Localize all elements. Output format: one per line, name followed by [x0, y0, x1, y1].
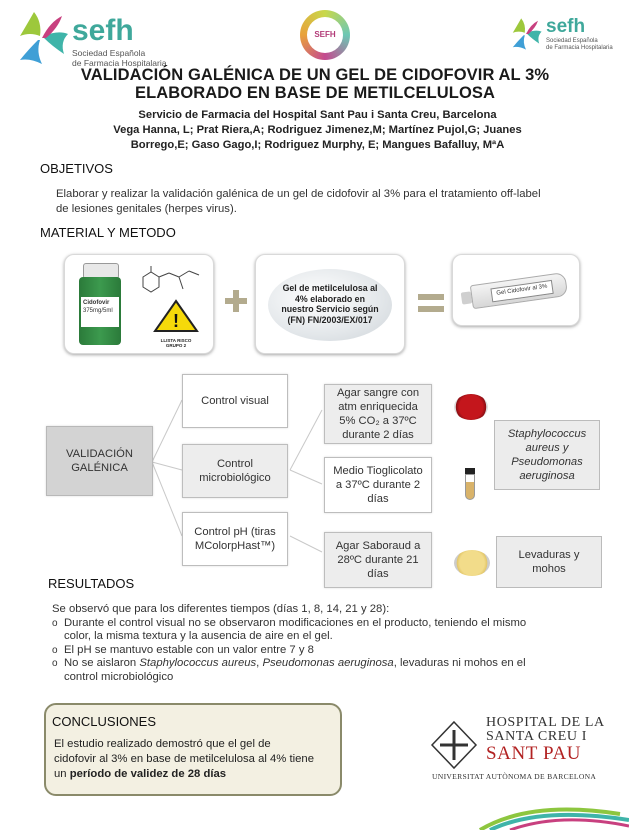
conclusiones-text [54, 737, 338, 782]
resultado-3-line2: control microbiológico [64, 670, 174, 683]
resultado-3-post: , levaduras ni mohos en el [393, 657, 526, 670]
objetivos-text [56, 187, 596, 217]
sefh-cross-icon [508, 14, 544, 54]
objetivos-line2: de lesiones genitales (herpes virus). [56, 203, 237, 215]
objetivos-heading: OBJETIVOS [40, 161, 113, 176]
resultado-1-line1: o Durante el control visual no se observaron modificaciones en el producto, teniendo el mismo [64, 616, 527, 629]
conclusiones-line3-pre: un [54, 768, 70, 780]
tio-line3: días [367, 493, 389, 505]
title-line1: VALIDACIÓN GALÉNICA DE UN GEL DE CIDOFOVIR AL 3% [80, 66, 550, 84]
equals-icon [418, 294, 444, 312]
agar-line3: 5% CO₂ a 37ºC [339, 415, 417, 427]
institution: Servicio de Farmacia del Hospital Sant Pau i Santa Creu, Barcelona [138, 109, 497, 121]
bottle-dose: 375mg/5ml [83, 308, 113, 314]
blood-agar-plate-icon [454, 394, 488, 420]
saboraud-plate-icon [454, 550, 490, 576]
bact-line4: aeruginosa [519, 470, 575, 482]
root-line2: GALÉNICA [71, 462, 128, 474]
conclusiones-line3 [54, 767, 338, 782]
sefh-subtitle [72, 48, 182, 68]
resultados-intro: Se observó que para los diferentes tiempos (días 1, 8, 14, 21 y 28): [52, 603, 390, 615]
gel-tube-box [452, 254, 580, 326]
ph-line2: MColorpHast™) [194, 540, 276, 552]
validacion-galenica-node [46, 426, 153, 496]
root-line1: VALIDACIÓN [66, 448, 133, 460]
cidofovir-bottle [79, 263, 121, 345]
ph-line1: Control pH (tiras [194, 526, 276, 538]
tube-label: Gel Cidofovir al 3% [490, 280, 553, 302]
sefh-cross-icon [12, 8, 72, 68]
poster-title [20, 66, 610, 102]
agar-line2: atm enriquecida [338, 401, 418, 413]
conclusiones-box [44, 703, 342, 796]
yeast-line2: mohos [532, 563, 566, 575]
micro-line1: Control [216, 458, 254, 470]
gel-line4: (FN) FN/2003/EX/017 [287, 314, 373, 325]
bact-line2: aureus y [525, 442, 569, 454]
bact-line3: Pseudomonas [511, 456, 583, 468]
control-ph-node [182, 512, 288, 566]
sefh-seal [300, 10, 350, 60]
resultado-3-mid: , [256, 657, 263, 670]
conclusiones-heading: CONCLUSIONES [52, 714, 157, 729]
resultado-2: o El pH se mantuvo estable con un valor entre 7 y 8 [64, 643, 314, 656]
sefh-logo-left [12, 8, 182, 68]
sefh-subtitle-line2: de Farmacia Hospitalaria [72, 58, 167, 68]
hospital-line1: HOSPITAL DE LA [486, 715, 605, 730]
sefh-logo-right [508, 14, 623, 58]
agar-line4: durante 2 días [342, 429, 414, 441]
hazard-warning-icon [153, 299, 199, 348]
control-microbiologico-node [182, 444, 288, 498]
control-visual-node [182, 374, 288, 428]
gel-line3: nuestro Servicio según [281, 304, 379, 314]
resultados-list [52, 617, 602, 685]
title-line2: ELABORADO EN BASE DE METILCELULOSA [135, 84, 495, 102]
yeast-line1: Levaduras y [518, 549, 580, 561]
resultado-3-line1 [64, 657, 602, 671]
sab-line2: 28ºC durante 21 [337, 554, 419, 566]
resultados-text [52, 603, 602, 685]
bacteria-result-box [494, 420, 600, 490]
agar-sangre-node [324, 384, 432, 444]
control-visual-label: Control visual [201, 395, 269, 407]
resultado-3-pre: No se aislaron [64, 657, 140, 670]
validity-period: período de validez de 28 días [69, 768, 227, 780]
thioglycolate-tube-icon [462, 468, 478, 502]
methylcellulose-gel-box [255, 254, 405, 354]
plus-icon [225, 290, 247, 312]
seal-text: SEFH [307, 17, 343, 53]
yeast-result-box [496, 536, 602, 588]
tio-line2: a 37ºC durante 2 [335, 479, 421, 491]
decorative-swirl [470, 804, 629, 830]
authors-line2: Borrego,E; Gaso Gago,I; Rodriguez Murphy, E; Mangues Bafalluy, MªA [130, 139, 505, 151]
sab-line1: Agar Saboraud a [335, 540, 421, 552]
agar-line1: Agar sangre con [336, 387, 420, 399]
bact-line1: Staphylococcus [507, 428, 587, 440]
resultados-heading: RESULTADOS [48, 576, 135, 591]
warning-label: LLISTA RISCO GRUPO 2 [160, 338, 192, 348]
resultado-3-staph: Staphylococcus aureus [139, 657, 257, 670]
sefh-subtitle [546, 38, 626, 52]
objetivos-line1: Elaborar y realizar la validación galénica de un gel de cidofovir al 3% para el tratamiento off-label [56, 188, 541, 200]
svg-text:!: ! [173, 311, 179, 331]
gel-tube-image [460, 269, 573, 312]
bottle-label: Cidofovir [83, 300, 110, 306]
gel-line1: Gel de metilcelulosa al [282, 283, 378, 293]
affiliation-block [40, 108, 595, 153]
sefh-subtitle-line1: Sociedad Española [546, 38, 598, 44]
hospital-sant-pau-logo [430, 716, 610, 786]
hospital-line3: SANT PAU [486, 743, 582, 764]
gel-line2: 4% elaborado en [295, 293, 365, 304]
micro-line2: microbiológico [199, 472, 271, 484]
university-name: UNIVERSITAT AUTÒNOMA DE BARCELONA [432, 772, 597, 781]
conclusiones-line1: El estudio realizado demostró que el gel de [54, 738, 271, 750]
resultado-item [52, 617, 602, 644]
authors-line1: Vega Hanna, L; Prat Riera,A; Rodriguez Jimenez,M; Martínez Pujol,G; Juanes [113, 124, 522, 136]
resultado-3-pseudo: Pseudomonas aeruginosa [262, 657, 394, 670]
sab-line3: días [367, 568, 389, 580]
cidofovir-materials-box [64, 254, 214, 354]
gel-description [266, 283, 394, 325]
molecule-structure-icon [133, 263, 205, 299]
resultado-1-line2: color, la misma textura y la ausencia de aire en el gel. [64, 630, 333, 643]
sefh-subtitle-line2: de Farmacia Hospitalaria [546, 45, 613, 51]
hospital-line2: SANTA CREU I [486, 729, 587, 744]
sefh-brand-text: sefh [72, 14, 134, 47]
sant-pau-cross-icon [430, 720, 478, 770]
agar-saboraud-node [324, 532, 432, 588]
conclusiones-line2: cidofovir al 3% en base de metilcelulosa al 4% tiene [54, 753, 314, 765]
sefh-subtitle-line1: Sociedad Española [72, 48, 146, 58]
tio-line1: Medio Tioglicolato [333, 465, 423, 477]
resultado-item [52, 644, 602, 658]
resultado-item [52, 657, 602, 684]
material-heading: MATERIAL Y METODO [40, 225, 176, 240]
sefh-brand-text: sefh [546, 16, 586, 37]
tioglicolato-node [324, 457, 432, 513]
